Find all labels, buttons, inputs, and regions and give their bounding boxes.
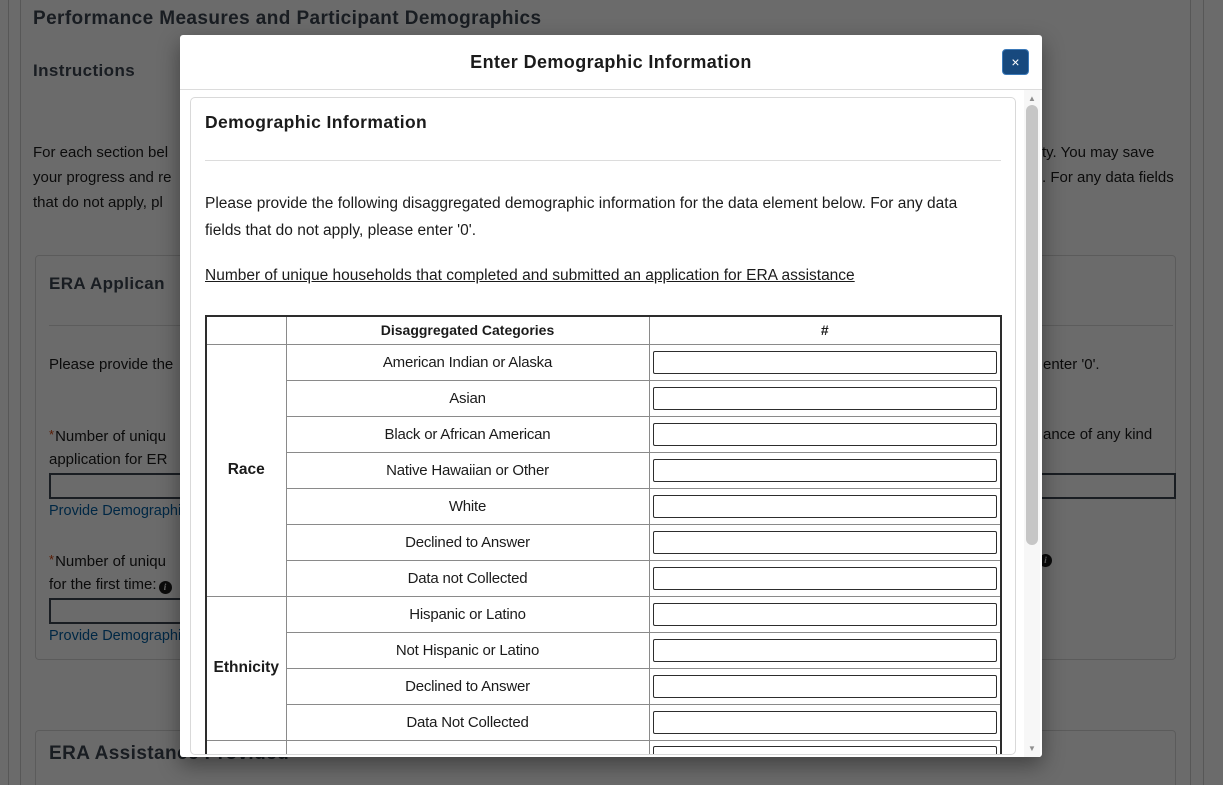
group-label xyxy=(206,740,286,755)
table-row xyxy=(206,452,1001,488)
category-label: Declined to Answer xyxy=(286,524,649,560)
demographic-info-heading: Demographic Information xyxy=(205,112,428,132)
table-row-partial xyxy=(206,740,1001,755)
category-label: Native Hawaiian or Other xyxy=(286,452,649,488)
table-row xyxy=(206,632,1001,668)
table-row xyxy=(206,416,1001,452)
category-label: Black or African American xyxy=(286,416,649,452)
demographics-table xyxy=(205,315,1002,755)
count-cell xyxy=(649,740,1001,755)
count-cell xyxy=(649,596,1001,632)
count-cell xyxy=(649,704,1001,740)
table-row xyxy=(206,704,1001,740)
table-row xyxy=(206,596,1001,632)
count-input[interactable] xyxy=(653,495,997,518)
count-input[interactable] xyxy=(653,639,997,662)
count-input[interactable] xyxy=(653,746,997,755)
category-label: Hispanic or Latino xyxy=(286,596,649,632)
close-icon: × xyxy=(1011,53,1020,70)
table-row xyxy=(206,344,1001,380)
count-input[interactable] xyxy=(653,603,997,626)
table-row xyxy=(206,668,1001,704)
category-label: White xyxy=(286,488,649,524)
count-input[interactable] xyxy=(653,387,997,410)
demographic-info-panel xyxy=(190,97,1016,755)
category-label: Not Hispanic or Latino xyxy=(286,632,649,668)
panel-divider xyxy=(205,160,1001,161)
data-element-label: Number of unique households that completed and submitted an application for ERA assistance xyxy=(205,267,855,284)
count-input[interactable] xyxy=(653,711,997,734)
categories-header-cell: Disaggregated Categories xyxy=(286,316,649,344)
modal-intro-text: Please provide the following disaggregated demographic information for the data element below. For any data fields that do not apply, please enter '0'. xyxy=(205,195,958,239)
demographic-table-body xyxy=(206,344,1001,755)
count-input[interactable] xyxy=(653,675,997,698)
count-cell xyxy=(649,632,1001,668)
count-cell xyxy=(649,668,1001,704)
close-button[interactable] xyxy=(1002,49,1029,75)
category-label: Data not Collected xyxy=(286,560,649,596)
group-label: Ethnicity xyxy=(206,596,286,740)
count-cell xyxy=(649,524,1001,560)
table-row xyxy=(206,524,1001,560)
count-cell xyxy=(649,488,1001,524)
count-cell xyxy=(649,452,1001,488)
scrollbar-up-icon[interactable]: ▲ xyxy=(1028,94,1036,103)
demographic-modal xyxy=(180,35,1042,757)
category-label: Data Not Collected xyxy=(286,704,649,740)
table-row xyxy=(206,380,1001,416)
count-cell xyxy=(649,416,1001,452)
count-cell xyxy=(649,380,1001,416)
scrollbar-down-icon[interactable]: ▼ xyxy=(1028,744,1036,753)
count-cell xyxy=(649,344,1001,380)
count-input[interactable] xyxy=(653,351,997,374)
category-label xyxy=(286,740,649,755)
modal-title: Enter Demographic Information xyxy=(470,52,752,72)
count-input[interactable] xyxy=(653,567,997,590)
count-input[interactable] xyxy=(653,531,997,554)
category-label: Declined to Answer xyxy=(286,668,649,704)
modal-scrollbar[interactable] xyxy=(1024,90,1040,757)
group-header-cell xyxy=(206,316,286,344)
number-header-cell: # xyxy=(649,316,1001,344)
table-row xyxy=(206,560,1001,596)
category-label: American Indian or Alaska xyxy=(286,344,649,380)
modal-header xyxy=(180,35,1042,90)
group-label: Race xyxy=(206,344,286,596)
category-label: Asian xyxy=(286,380,649,416)
table-row xyxy=(206,488,1001,524)
count-input[interactable] xyxy=(653,423,997,446)
count-cell xyxy=(649,560,1001,596)
table-header-row xyxy=(206,316,1001,344)
count-input[interactable] xyxy=(653,459,997,482)
scrollbar-thumb[interactable] xyxy=(1026,105,1038,545)
